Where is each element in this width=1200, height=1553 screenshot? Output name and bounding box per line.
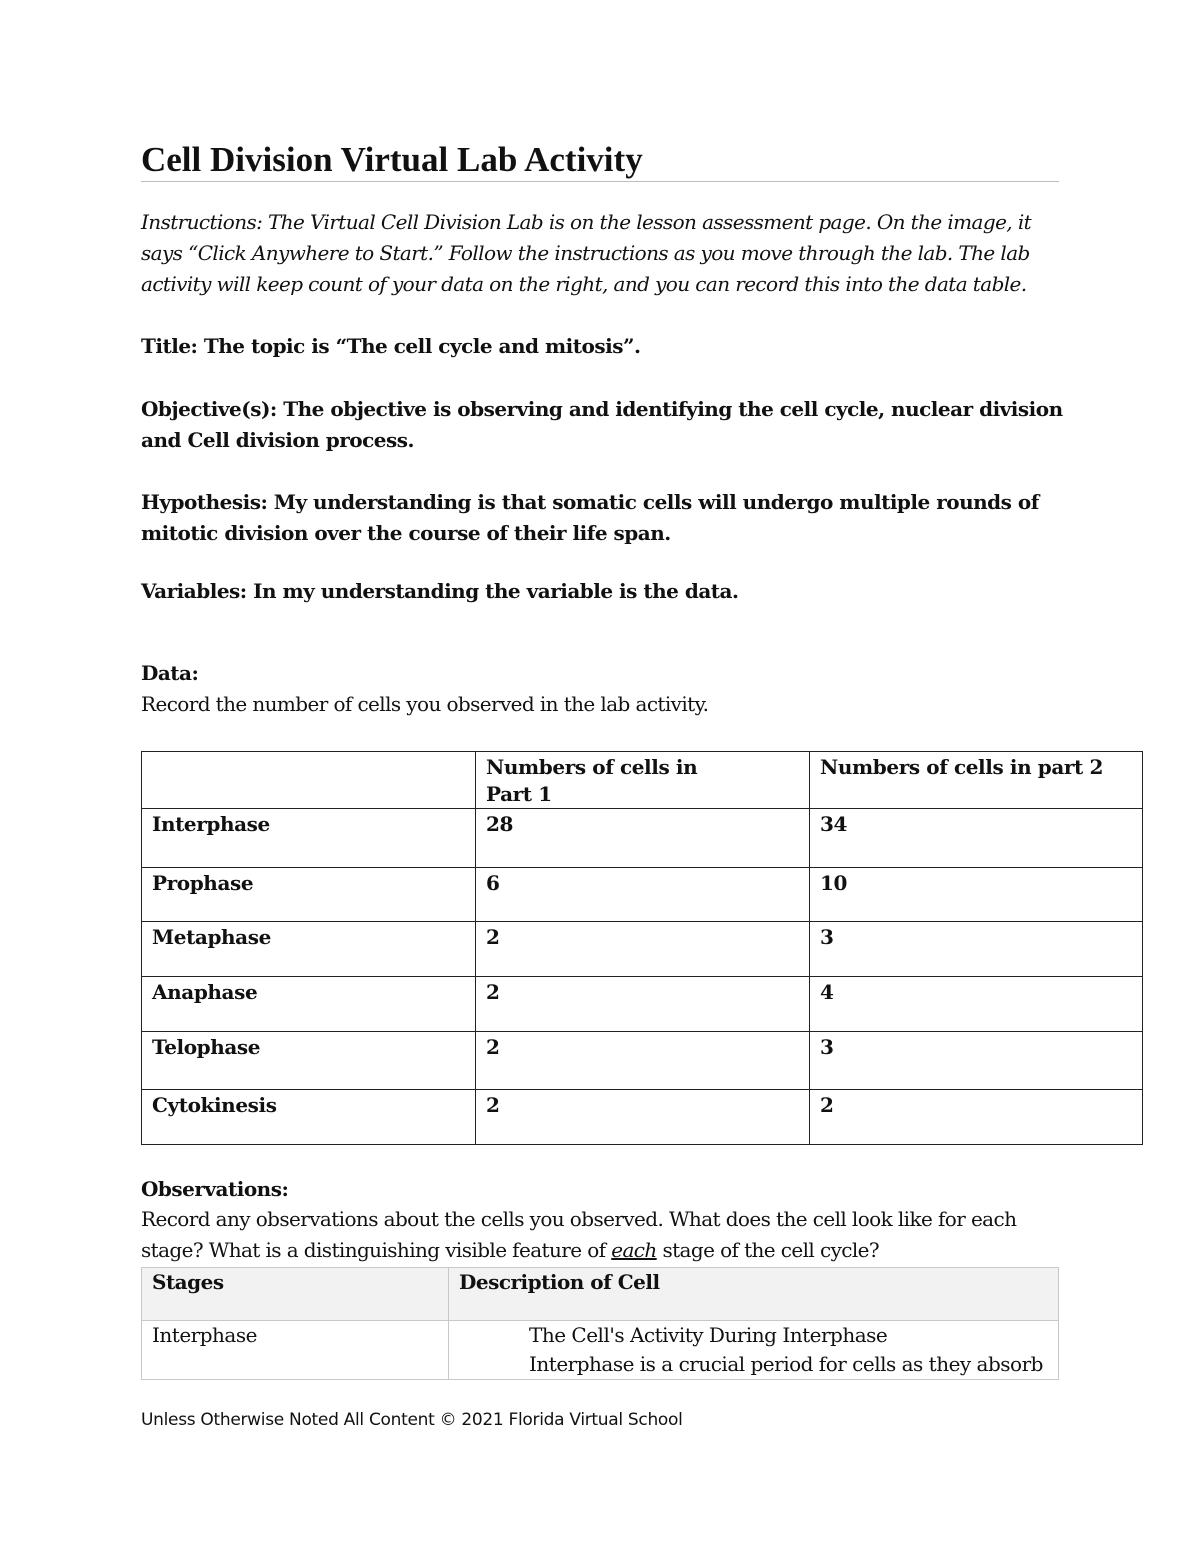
part1-count: 2 (476, 1032, 810, 1090)
table-cell (142, 752, 476, 809)
part1-count: 28 (476, 809, 810, 868)
page-title: Cell Division Virtual Lab Activity (141, 140, 1059, 182)
description-line: Interphase is a crucial period for cells as they absorb (529, 1352, 1043, 1376)
stage-name: Interphase (142, 1321, 449, 1380)
part2-count: 3 (810, 1032, 1143, 1090)
table-column-header: Numbers of cells in Part 1 (476, 752, 810, 809)
stage-name: Telophase (142, 1032, 476, 1090)
table-column-header: Description of Cell (449, 1268, 1059, 1321)
stage-name: Prophase (142, 868, 476, 922)
stage-name: Cytokinesis (142, 1090, 476, 1145)
table-row (142, 809, 1143, 868)
table-row (142, 1090, 1143, 1145)
part1-count: 2 (476, 1090, 810, 1145)
part1-count: 6 (476, 868, 810, 922)
data-prompt: Record the number of cells you observed in the lab activity. (141, 692, 709, 716)
observations-prompt-part: stage of the cell cycle? (656, 1238, 880, 1262)
table-row (142, 1032, 1143, 1090)
observations-prompt-part: Record any observations about the cells you observed. What does the cell look like for each stage? What is a distinguishing visible feature of (141, 1207, 1017, 1262)
stage-name: Metaphase (142, 922, 476, 977)
observations-heading: Observations: (141, 1177, 289, 1201)
stage-name: Interphase (142, 809, 476, 868)
observations-prompt (141, 1204, 1051, 1266)
stage-name: Anaphase (142, 977, 476, 1032)
part1-count: 2 (476, 922, 810, 977)
part2-count: 34 (810, 809, 1143, 868)
part1-count: 2 (476, 977, 810, 1032)
footer-copyright: Unless Otherwise Noted All Content © 2021 Florida Virtual School (141, 1410, 683, 1430)
part2-count: 3 (810, 922, 1143, 977)
table-column-header: Stages (142, 1268, 449, 1321)
table-column-header: Numbers of cells in part 2 (810, 752, 1143, 809)
variables-text: Variables: In my understanding the variable is the data. (141, 579, 739, 603)
objective-text: Objective(s): The objective is observing and identifying the cell cycle, nuclear division and Cell division process. (141, 397, 1063, 452)
table-row (142, 1321, 1059, 1380)
part2-count: 10 (810, 868, 1143, 922)
table-header-row (142, 752, 1143, 809)
data-table (141, 751, 1143, 1145)
instructions-text: Instructions: The Virtual Cell Division Lab is on the lesson assessment page. On the image, it says “Click Anywhere to Start.” Follow the instructions as you move through the lab. The lab activity will keep count of your data on the right, and you can record this into the data table. (141, 210, 1032, 296)
hypothesis-text: Hypothesis: My understanding is that somatic cells will undergo multiple rounds of mitotic division over the course of their life span. (141, 490, 1039, 545)
table-row (142, 922, 1143, 977)
emphasis-each: each (611, 1238, 657, 1262)
part2-count: 4 (810, 977, 1143, 1032)
observations-table (141, 1267, 1059, 1380)
table-row (142, 868, 1143, 922)
cell-description (449, 1321, 1059, 1380)
data-heading: Data: (141, 661, 199, 685)
title-line: Title: The topic is “The cell cycle and mitosis”. (141, 334, 641, 358)
description-line: The Cell's Activity During Interphase (529, 1323, 888, 1347)
table-row (142, 977, 1143, 1032)
part2-count: 2 (810, 1090, 1143, 1145)
table-header-row (142, 1268, 1059, 1321)
